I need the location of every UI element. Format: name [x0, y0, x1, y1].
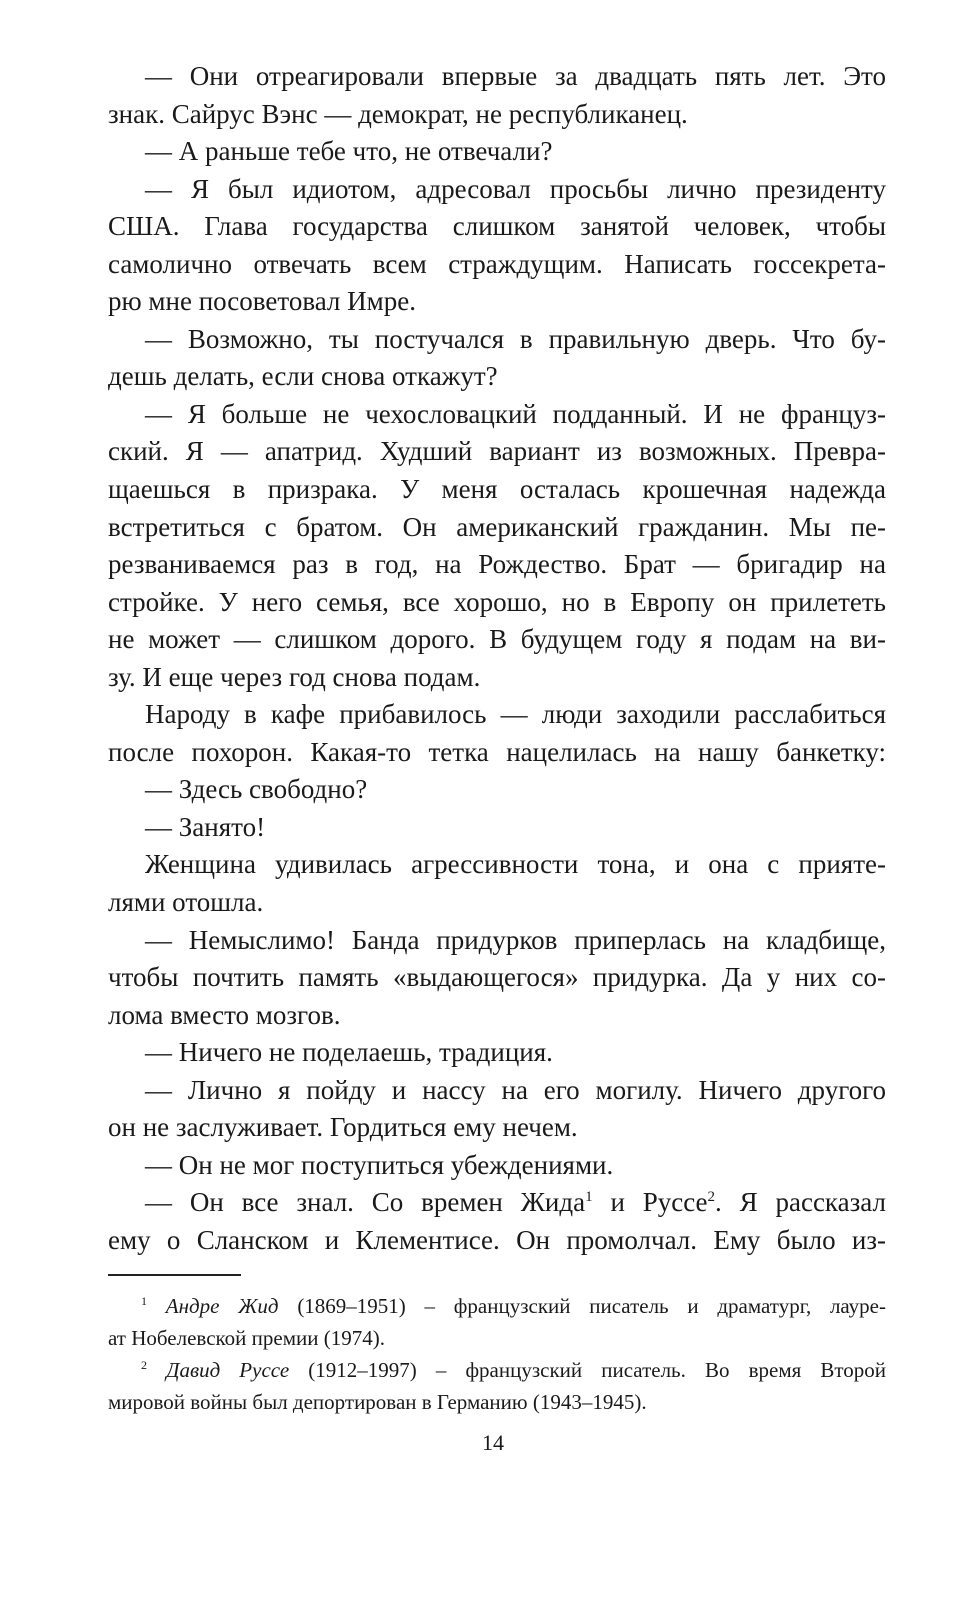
text-line: чтобы почтить память «выдающегося» придурка. Да у них со- [108, 962, 886, 993]
text-segment: . Я рассказал [715, 1187, 886, 1218]
text-line: рю мне посоветовал Имре. [108, 286, 416, 317]
footnote-ref-1: 1 [585, 1189, 593, 1206]
text-line: США. Глава государства слишком занятой человек, чтобы [108, 211, 886, 242]
body-text [108, 58, 886, 1260]
text-line: дешь делать, если снова откажут? [108, 361, 498, 392]
footnote-ref-2: 2 [707, 1189, 716, 1206]
footnote-name: Давид Руссе [166, 1358, 290, 1382]
text-segment: — Он все знал. Со времен Жида [145, 1187, 586, 1218]
text-segment: и Руссе [592, 1187, 708, 1218]
footnotes [108, 1290, 886, 1418]
text-line: зу. И еще через год снова подам. [108, 661, 481, 692]
text-line: лома вместо мозгов. [108, 999, 341, 1030]
text-line: — Они отреагировали впервые за двадцать пять лет. Это [145, 61, 886, 91]
text-line: лями отошла. [108, 887, 264, 918]
footnote-2-cont: мировой войны был депортирован в Германию (1943–1945). [108, 1390, 647, 1414]
text-line: после похорон. Какая-то тетка нацелилась на нашу банкетку: [108, 736, 886, 767]
text-line: встретиться с братом. Он американский гражданин. Мы пе- [108, 511, 886, 542]
text-line: — Занято! [145, 811, 266, 842]
text-line: не может — слишком дорого. В будущем году я подам на ви- [108, 624, 886, 655]
text-line: Народу в кафе прибавилось — люди заходили расслабиться [145, 699, 886, 730]
text-line: — Лично я пойду и нассу на его могилу. Ничего другого [145, 1074, 886, 1105]
footnote-name: Андре Жид [165, 1294, 279, 1318]
text-line [108, 1184, 886, 1222]
footnote-1 [108, 1290, 886, 1322]
text-line: он не заслуживает. Гордиться ему нечем. [108, 1112, 578, 1143]
footnote-text: (1912–1997) – французский писатель. Во время Второй [289, 1358, 887, 1382]
text-line: — Я был идиотом, адресовал просьбы лично президенту [145, 173, 886, 204]
text-line: самолично отвечать всем страждущим. Написать госсекрета- [108, 248, 886, 279]
footnote-1-cont: ат Нобелевской премии (1974). [108, 1326, 385, 1350]
footnote-2 [108, 1354, 886, 1386]
footnote-divider [108, 1274, 241, 1276]
page-number: 14 [482, 1430, 504, 1455]
text-line: ему о Сланском и Клементисе. Он промолчал. Ему было из- [108, 1224, 886, 1255]
text-line: Женщина удивилась агрессивности тона, и она с прияте- [145, 849, 886, 880]
text-line: — Ничего не поделаешь, традиция. [145, 1037, 553, 1068]
text-line: — Здесь свободно? [145, 774, 368, 805]
text-line: щаешься в призрака. У меня осталась крошечная надежда [108, 474, 886, 505]
text-line: — Возможно, ты постучался в правильную дверь. Что бу- [145, 323, 886, 354]
footnote-text: (1869–1951) – французский писатель и драматург, лауре- [278, 1294, 886, 1318]
text-line: ский. Я — апатрид. Худший вариант из возможных. Превра- [108, 436, 886, 467]
text-line: знак. Сайрус Вэнс — демократ, не республиканец. [108, 98, 688, 129]
text-line: — Немыслимо! Банда придурков приперлась на кладбище, [145, 924, 886, 955]
text-line: резваниваемся раз в год, на Рождество. Брат — бригадир на [108, 549, 886, 580]
text-line: — А раньше тебе что, не отвечали? [145, 136, 553, 167]
text-line: — Я больше не чехословацкий подданный. И не француз- [145, 398, 886, 429]
footnote-mark: 2 [141, 1358, 147, 1372]
text-line: — Он не мог поступиться убеждениями. [145, 1149, 614, 1180]
footnote-mark: 1 [141, 1294, 147, 1308]
text-line: стройке. У него семья, все хорошо, но в Европу он прилететь [108, 586, 886, 617]
